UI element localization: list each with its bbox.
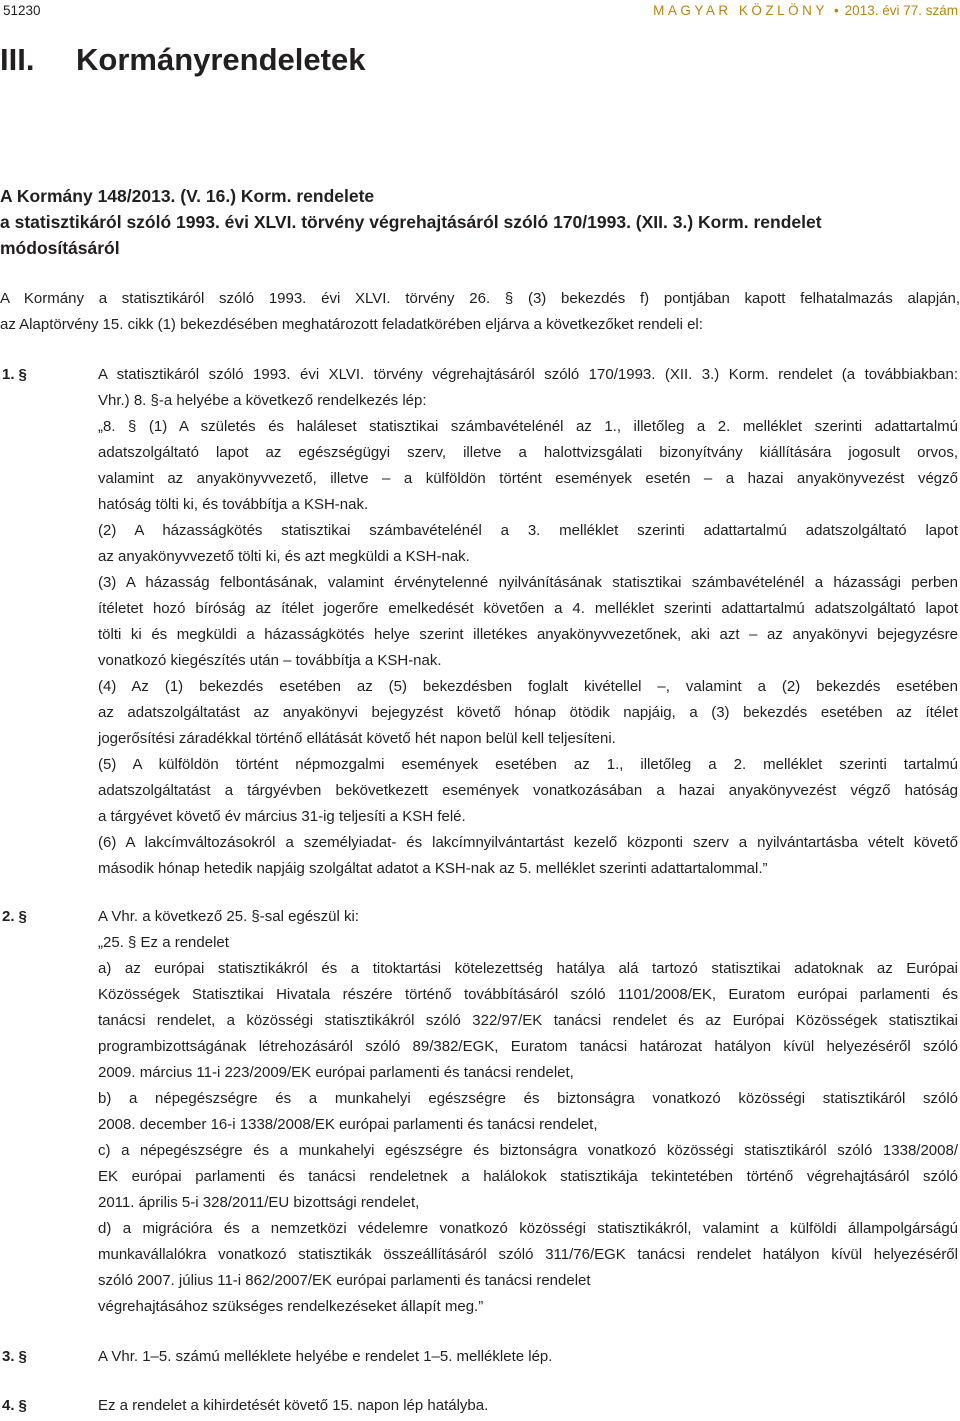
- text-line: munkavállalókra vonatkozó statisztikák összeállításáról szóló 311/76/EGK tanácsi rendelet hatályon kívül helyezéséről: [98, 1246, 958, 1263]
- text-line: adatszolgáltatást a tárgyévben bekövetkezett események vonatkozásában a hazai anyakönyvezést végző hatóság: [98, 782, 958, 799]
- text-line: programbizottságának létrehozásáról szóló 89/382/EGK, Euratom tanácsi határozat hatályon kívül helyezéséről szóló: [98, 1038, 958, 1055]
- preamble-line: A Kormány a statisztikáról szóló 1993. évi XLVI. törvény 26. § (3) bekezdés f) pontjában kapott felhatalmazás alapján,: [0, 290, 960, 307]
- preamble: [0, 286, 960, 338]
- text-line: „8. § (1) A születés és haláleset statisztikai számbavételénél az 1., illetőleg a 2. melléklet szerinti adattartalmú: [98, 418, 958, 435]
- page-number: 51230: [3, 3, 41, 18]
- section-label: 3. §: [2, 1348, 27, 1365]
- journal-name: MAGYAR KÖZLÖNY: [653, 3, 828, 18]
- text-line: (4) Az (1) bekezdés esetében az (5) bekezdésben foglalt kivétellel –, valamint a (2) bekezdés esetében: [98, 678, 958, 695]
- section-label: 1. §: [2, 366, 27, 383]
- text-line: 2008. december 16-i 1338/2008/EK európai parlamenti és tanácsi rendelet,: [98, 1116, 598, 1133]
- section-label: 4. §: [2, 1397, 27, 1414]
- section-label: 2. §: [2, 908, 27, 925]
- preamble-line: az Alaptörvény 15. cikk (1) bekezdésében meghatározott feladatkörében eljárva a következőket rendeli el:: [0, 316, 703, 333]
- text-line: d) a migrációra és a nemzetközi védelemre vonatkozó közösségi statisztikákról, valamint a külföldi állampolgárságú: [98, 1220, 958, 1237]
- text-line: az adatszolgáltatást az anyakönyvi bejegyzést követő hónap ötödik napjáig, a (3) bekezdés esetében az ítélet: [98, 704, 958, 721]
- text-line: 2009. március 11-i 223/2009/EK európai parlamenti és tanácsi rendelet,: [98, 1064, 574, 1081]
- text-line: hatóság tölti ki, és továbbítja a KSH-nak.: [98, 496, 369, 513]
- text-line: a tárgyévet követő év március 31-ig teljesíti a KSH felé.: [98, 808, 466, 825]
- decree-title-line: a statisztikáról szóló 1993. évi XLVI. törvény végrehajtásáról szóló 170/1993. (XII. 3.) Korm. rendelet: [0, 212, 822, 232]
- text-line: második hónap hetedik napjáig szolgáltat adatot a KSH-nak az 5. melléklet szerinti adattartalommal.”: [98, 860, 768, 877]
- text-line: jogerősítési záradékkal történő ellátását követő hét napon belül kell teljesíteni.: [98, 730, 616, 747]
- text-line: Ez a rendelet a kihirdetését követő 15. napon lép hatályba.: [98, 1397, 489, 1414]
- text-line: (3) A házasság felbontásának, valamint érvénytelenné nyilvánításának statisztikai számbavételénél a házassági perben: [98, 574, 958, 591]
- text-line: vonatkozó kiegészítés után – továbbítja a KSH-nak.: [98, 652, 442, 669]
- text-line: ítéletet hozó bíróság az ítélet jogerőre emelkedését követően a 4. melléklet szerinti adattartalmú adatszolgáltató lapot: [98, 600, 958, 617]
- text-line: végrehajtásához szükséges rendelkezéseket állapít meg.”: [98, 1298, 484, 1315]
- text-line: (2) A házasságkötés statisztikai számbavételénél a 3. melléklet szerinti adattartalmú adatszolgáltató lapot: [98, 522, 958, 539]
- separator-dot: •: [833, 3, 839, 18]
- section-body: [98, 362, 958, 882]
- decree-title-line: A Kormány 148/2013. (V. 16.) Korm. rendelete: [0, 186, 375, 206]
- journal-issue: 2013. évi 77. szám: [844, 3, 958, 18]
- text-line: c) a népegészségre és a munkahelyi egészségre és biztonságra vonatkozó közösségi statisztikáról szóló 1338/2008/: [98, 1142, 958, 1159]
- text-line: EK európai parlamenti és tanácsi rendeletnek a halálokok statisztikája tekintetében történő végrehajtásáról szóló: [98, 1168, 958, 1185]
- text-line: az anyakönyvvezető tölti ki, és azt megküldi a KSH-nak.: [98, 548, 470, 565]
- text-line: Vhr.) 8. §-a helyébe a következő rendelkezés lép:: [98, 392, 427, 409]
- text-line: 2011. április 5-i 328/2011/EU bizottsági rendelet,: [98, 1194, 420, 1211]
- text-line: tanácsi rendelet, a közösségi statisztikákról szóló 322/97/EK tanácsi rendelet és az Európai Közösségek statisztikai: [98, 1012, 958, 1029]
- text-line: A Vhr. 1–5. számú melléklete helyébe e rendelet 1–5. melléklete lép.: [98, 1348, 553, 1365]
- text-line: A Vhr. a következő 25. §-sal egészül ki:: [98, 908, 359, 925]
- section-body: [98, 904, 958, 1320]
- text-line: A statisztikáról szóló 1993. évi XLVI. törvény végrehajtásáról szóló 170/1993. (XII. 3.) Korm. rendelet (a továbbiakban:: [98, 366, 958, 383]
- text-line: szóló 2007. július 11-i 862/2007/EK európai parlamenti és tanácsi rendelet: [98, 1272, 591, 1289]
- text-line: tölti ki és megküldi a házasságkötés helye szerint illetékes anyakönyvvezetőnek, aki azt – az anyakönyvi bejegyzésre: [98, 626, 958, 643]
- running-header: [653, 3, 958, 18]
- text-line: adatszolgáltató lapot az egészségügyi szerv, illetve a halottvizsgálati bizonyítvány kiállítására jogosult orvos,: [98, 444, 958, 461]
- text-line: valamint az anyakönyvvezető, illetve – a külföldön történt események esetén – a hazai anyakönyvezést végző: [98, 470, 958, 487]
- text-line: (5) A külföldön történt népmozgalmi események esetében az 1., illetőleg a 2. melléklet szerinti tartalmú: [98, 756, 958, 773]
- text-line: „25. § Ez a rendelet: [98, 934, 229, 951]
- chapter-title: Kormányrendeletek: [76, 42, 366, 77]
- section-body: [98, 1344, 958, 1370]
- text-line: b) a népegészségre és a munkahelyi egészségre és biztonságra vonatkozó közösségi statisztikáról szóló: [98, 1090, 958, 1107]
- text-line: (6) A lakcímváltozásokról a személyiadat- és lakcímnyilvántartást kezelő központi szerv a nyilvántartásba vételt követő: [98, 834, 958, 851]
- chapter-heading: [0, 42, 365, 78]
- decree-title-line: módosításáról: [0, 238, 120, 258]
- text-line: a) az európai statisztikákról és a titoktartási kötelezettség hatálya alá tartozó statisztikai adatoknak az Európai: [98, 960, 958, 977]
- text-line: Közösségek Statisztikai Hivatala részére történő továbbításáról szóló 1101/2008/EK, Euratom európai parlamenti és: [98, 986, 958, 1003]
- chapter-number: III.: [0, 42, 35, 77]
- section-body: [98, 1393, 958, 1419]
- decree-title: [0, 183, 960, 261]
